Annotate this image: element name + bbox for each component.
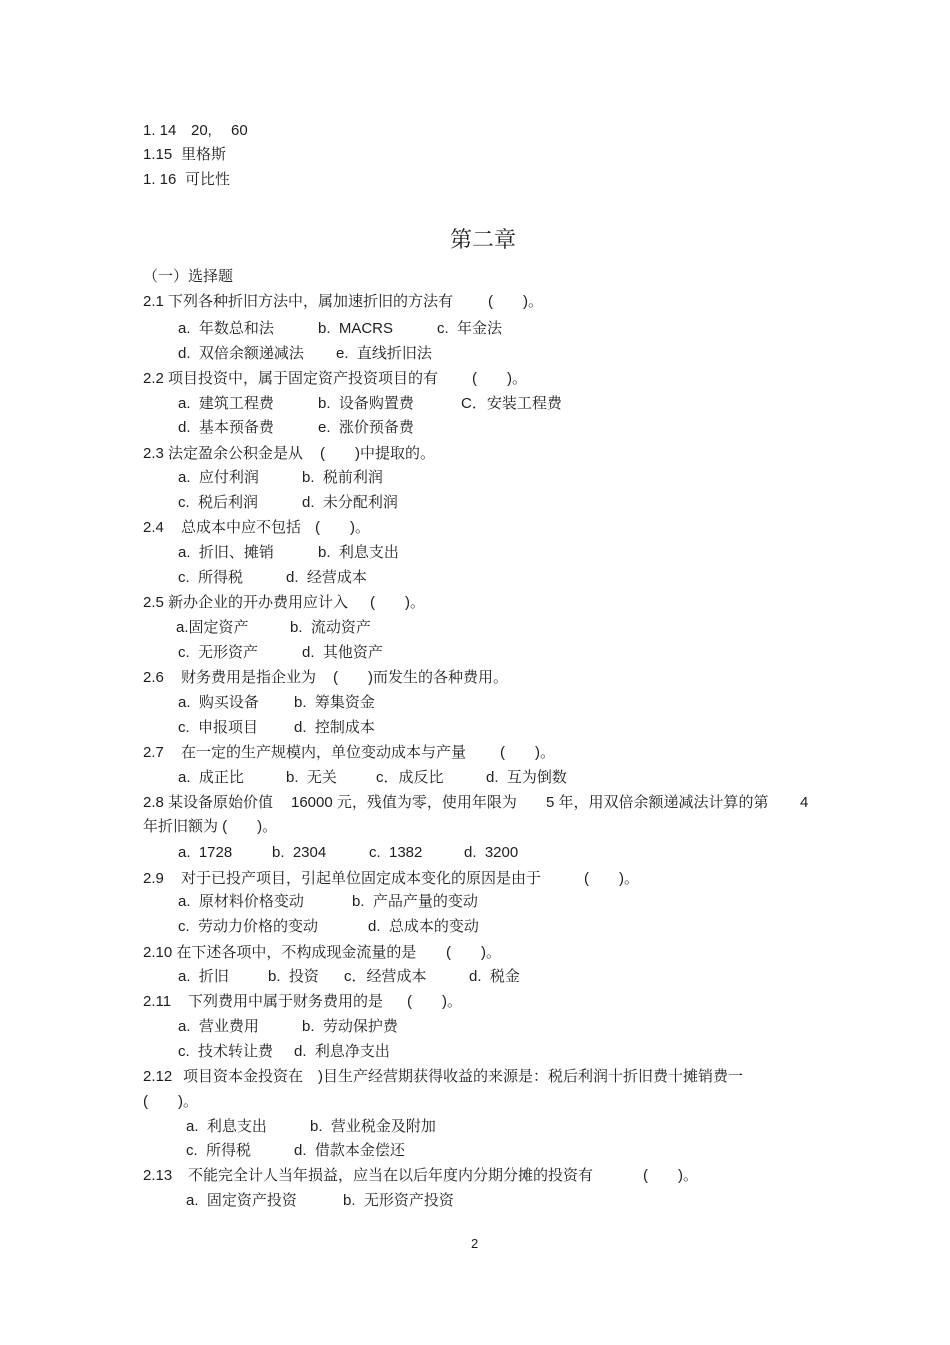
answer-option: d. 基本预备费 <box>178 419 274 436</box>
answer-option: c. 申报项目 <box>178 719 259 736</box>
options-line <box>0 568 950 588</box>
answer-option: c. 劳动力价格的变动 <box>178 918 319 935</box>
answer-option: b. 筹集资金 <box>294 694 375 711</box>
answer-key-value: 60 <box>231 122 248 139</box>
options-line <box>0 394 950 414</box>
question-stem-line <box>0 1067 950 1087</box>
answer-option: a. 成正比 <box>178 769 244 786</box>
answer-option: c. 年金法 <box>437 320 503 337</box>
options-line <box>0 768 950 788</box>
answer-option: d. 借款本金偿还 <box>294 1142 405 1159</box>
options-line <box>0 618 950 638</box>
answer-option: a. 折旧、摊销 <box>178 544 274 561</box>
chapter-title: 第二章 <box>450 228 517 253</box>
answer-key-line <box>0 170 950 190</box>
question-number: 2.11 <box>143 993 172 1010</box>
question-text: 不能完全计人当年损益，应当在以后年度内分期分摊的投资有 <box>188 1167 594 1184</box>
answer-option: a. 利息支出 <box>186 1118 267 1135</box>
answer-blank: ( )。 <box>488 293 543 310</box>
answer-option: c. 税后利润 <box>178 494 259 511</box>
answer-option: c. 无形资产 <box>178 644 259 661</box>
answer-blank: ( )。 <box>407 993 462 1010</box>
answer-option: c．成反比 <box>376 769 444 786</box>
answer-key-line <box>0 145 950 165</box>
options-line <box>0 693 950 713</box>
answer-option: a. 固定资产投资 <box>186 1192 297 1209</box>
question-number: 2.7 <box>143 744 164 761</box>
answer-blank: ( )。 <box>584 870 639 887</box>
question-text: 2.10 在下述各项中，不构成现金流量的是 <box>143 944 417 961</box>
answer-option: d. 互为倒数 <box>486 769 567 786</box>
question-text: 在一定的生产规模内，单位变动成本与产量 <box>181 744 467 761</box>
options-line <box>0 418 950 438</box>
question-text: 2.5 新办企业的开办费用应计入 <box>143 594 349 611</box>
answer-option: a. 建筑工程费 <box>178 395 274 412</box>
answer-option: b. 利息支出 <box>318 544 399 561</box>
answer-key-line <box>0 121 950 141</box>
answer-option: d. 总成本的变动 <box>368 918 479 935</box>
question-text: 总成本中应不包括 <box>181 519 302 536</box>
options-line <box>0 344 950 364</box>
question-text: 2.8 某设备原始价值 <box>143 794 274 811</box>
options-line <box>0 967 950 987</box>
question-number: 2.12 <box>143 1068 173 1085</box>
question-stem-line <box>0 369 950 389</box>
answer-option: C．安装工程费 <box>461 395 562 412</box>
answer-option: a. 折旧 <box>178 968 229 985</box>
answer-option: a. 购买设备 <box>178 694 259 711</box>
answer-option: b. 产品产量的变动 <box>352 893 478 910</box>
answer-option: b. 无形资产投资 <box>343 1192 454 1209</box>
options-line <box>0 892 950 912</box>
options-line <box>0 1141 950 1161</box>
answer-blank: ( )。 <box>446 944 501 961</box>
question-number: 2.13 <box>143 1167 173 1184</box>
question-number: 2.6 <box>143 669 164 686</box>
answer-key-number: 1.15 <box>143 146 173 163</box>
answer-option: a. 营业费用 <box>178 1018 259 1035</box>
answer-option: a. 原材料价格变动 <box>178 893 304 910</box>
answer-key-value: 里格斯 <box>181 146 227 163</box>
section-title: （一）选择题 <box>143 268 234 285</box>
question-number: 2.9 <box>143 870 164 887</box>
question-stem-line <box>0 992 950 1012</box>
answer-option: d. 未分配利润 <box>302 494 398 511</box>
options-line <box>0 643 950 663</box>
section-title-line <box>0 267 950 287</box>
answer-option: a. 1728 <box>178 844 233 861</box>
question-stem-line <box>0 593 950 613</box>
options-line <box>0 1117 950 1137</box>
question-stem-line <box>0 292 950 312</box>
answer-option: b. MACRS <box>318 320 394 337</box>
answer-option: c. 所得税 <box>186 1142 252 1159</box>
options-line <box>0 493 950 513</box>
options-line <box>0 1042 950 1062</box>
answer-option: c. 所得税 <box>178 569 244 586</box>
options-line <box>0 1017 950 1037</box>
question-text: 2.3 法定盈余公积金是从 <box>143 445 304 462</box>
question-number: 2.4 <box>143 519 164 536</box>
question-stem-line <box>0 943 950 963</box>
question-text: 16000 元，残值为零，使用年限为 <box>291 794 517 811</box>
answer-option: b. 税前利润 <box>302 469 383 486</box>
question-text: 2.2 项目投资中，属于固定资产投资项目的有 <box>143 370 439 387</box>
answer-option: b. 劳动保护费 <box>302 1018 398 1035</box>
answer-option: a.固定资产 <box>176 619 249 636</box>
options-line <box>0 718 950 738</box>
answer-option: b. 投资 <box>268 968 319 985</box>
answer-option: b. 流动资产 <box>290 619 371 636</box>
answer-key-number: 1. 16 <box>143 171 177 188</box>
question-stem-line <box>0 869 950 889</box>
answer-option: e. 涨价预备费 <box>318 419 414 436</box>
question-text: 2.1 下列各种折旧方法中，属加速折旧的方法有 <box>143 293 454 310</box>
answer-key-value: 可比性 <box>185 171 231 188</box>
question-stem-line <box>0 793 950 813</box>
answer-option: b. 营业税金及附加 <box>310 1118 436 1135</box>
question-stem-line <box>0 668 950 688</box>
answer-blank: ( )。 <box>143 1093 198 1110</box>
answer-option: a. 应付利润 <box>178 469 259 486</box>
options-line <box>0 468 950 488</box>
answer-blank: ( )。 <box>472 370 527 387</box>
answer-option: c. 技术转让费 <box>178 1043 274 1060</box>
page-number: 2 <box>471 1236 479 1251</box>
answer-option: b. 设备购置费 <box>318 395 414 412</box>
question-stem-line <box>0 1166 950 1186</box>
answer-blank: ( )。 <box>500 744 555 761</box>
answer-option: d. 经营成本 <box>286 569 367 586</box>
answer-option: d. 双倍余额递减法 <box>178 345 304 362</box>
answer-blank: ( )。 <box>315 519 370 536</box>
answer-blank: ( )。 <box>370 594 425 611</box>
options-line <box>0 319 950 339</box>
question-stem-line <box>0 1092 950 1112</box>
question-text: 4 <box>800 794 809 811</box>
question-text-with-blank: ( )中提取的。 <box>320 445 435 462</box>
question-text: 财务费用是指企业为 <box>181 669 317 686</box>
question-text: 下列费用中属于财务费用的是 <box>188 993 384 1010</box>
options-line <box>0 917 950 937</box>
options-line <box>0 543 950 563</box>
options-line <box>0 843 950 863</box>
question-text: 项目资本金投资在 <box>183 1068 304 1085</box>
question-text: 5 年，用双倍余额递减法计算的第 <box>546 794 769 811</box>
answer-option: d. 其他资产 <box>302 644 383 661</box>
question-stem-line <box>0 817 950 837</box>
answer-option: d. 控制成本 <box>294 719 375 736</box>
question-text-with-blank: ( )而发生的各种费用。 <box>333 669 508 686</box>
question-text: 对于已投产项目，引起单位固定成本变化的原因是由于 <box>181 870 542 887</box>
answer-option: b. 无关 <box>286 769 337 786</box>
answer-key-value: 20, <box>191 122 212 139</box>
answer-option: b. 2304 <box>272 844 327 861</box>
answer-option: e. 直线折旧法 <box>336 345 432 362</box>
answer-option: c．经营成本 <box>344 968 427 985</box>
answer-option: d. 3200 <box>464 844 519 861</box>
answer-key-number: 1. 14 <box>143 122 177 139</box>
answer-blank: ( )。 <box>643 1167 698 1184</box>
question-stem-line <box>0 743 950 763</box>
question-stem-line <box>0 444 950 464</box>
answer-option: c. 1382 <box>369 844 423 861</box>
answer-option: d. 税金 <box>469 968 520 985</box>
answer-option: a. 年数总和法 <box>178 320 274 337</box>
options-line <box>0 1191 950 1211</box>
question-text-with-blank: 年折旧额为 ( )。 <box>143 818 278 835</box>
answer-option: d. 利息净支出 <box>294 1043 390 1060</box>
question-stem-line <box>0 518 950 538</box>
question-text: )目生产经营期获得收益的来源是：税后利润十折旧费十摊销费一 <box>318 1068 743 1085</box>
